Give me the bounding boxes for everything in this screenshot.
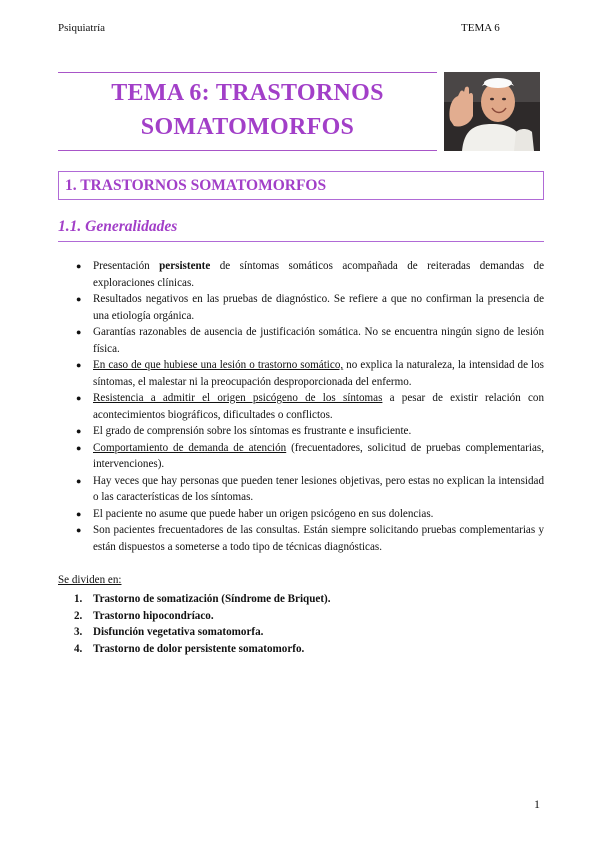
title-rule-top xyxy=(58,72,437,73)
item-text: de síntomas somáticos acompañada de reiteradas demandas de exploraciones clínicas. xyxy=(93,260,544,289)
item-text: Trastorno de dolor persistente somatomorfo. xyxy=(93,642,305,655)
section-heading-box xyxy=(58,171,544,200)
item-text: Resultados negativos en las pruebas de diagnóstico. Se refiere a que no confirman la presencia de una etiología orgánica. xyxy=(93,293,544,322)
list-item xyxy=(74,591,330,608)
item-number: 1. xyxy=(74,593,83,605)
item-text: Hay veces que hay personas que pueden tener lesiones objetivas, pero estas no explican la intensidad o las características de los síntomas. xyxy=(93,474,544,503)
bullet-icon: ● xyxy=(76,261,82,271)
page-number: 1 xyxy=(534,797,540,811)
bullet-icon: ● xyxy=(76,508,82,519)
list-item xyxy=(74,357,544,390)
header-subject: Psiquiatría xyxy=(58,22,106,34)
item-text: Presentación xyxy=(93,260,160,272)
list-item xyxy=(74,506,544,523)
item-text: (frecuentadores, solicitud de pruebas complementarias, intervenciones). xyxy=(93,441,545,470)
list-item xyxy=(74,291,544,324)
item-underlined-text: Resistencia a admitir el origen psicógeno de los síntomas xyxy=(93,392,383,404)
item-text: El paciente no asume que puede haber un origen psicógeno en sus dolencias. xyxy=(93,507,434,520)
list-item xyxy=(74,522,544,555)
item-text: Son pacientes frecuentadores de las consultas. Están siempre solicitando pruebas complementarias y están dispuestos a someterse a todo tipo de técnicas diagnósticas. xyxy=(93,524,544,553)
list-item xyxy=(74,608,330,625)
bullet-icon: ● xyxy=(76,360,82,370)
list-item xyxy=(74,624,330,641)
list-item xyxy=(74,258,544,291)
list-item xyxy=(74,641,330,658)
title-rule-bottom xyxy=(58,150,437,151)
subsection-heading: 1.1. Generalidades xyxy=(58,218,178,235)
item-text: El grado de comprensión sobre los síntomas es frustrante e insuficiente. xyxy=(93,425,412,437)
item-text: Trastorno hipocondríaco. xyxy=(93,609,214,622)
bullet-icon: ● xyxy=(76,393,82,403)
item-number: 4. xyxy=(74,642,83,655)
generalidades-list xyxy=(74,258,544,555)
bullet-icon: ● xyxy=(76,525,82,535)
item-text: Garantías razonables de ausencia de justificación somática. No se encuentra ningún signo de lesión física. xyxy=(93,326,544,355)
item-underlined-text: En caso de que hubiese una lesión o trastorno somático, xyxy=(93,359,344,371)
title-line-2: SOMATOMORFOS xyxy=(140,114,355,140)
photo-icon xyxy=(444,72,540,151)
types-list xyxy=(74,591,330,657)
list-item xyxy=(74,324,544,357)
item-number: 2. xyxy=(74,609,83,622)
item-text: a pesar de existir relación con acontecimientos biográficos, dificultades o conflictos. xyxy=(93,392,544,421)
item-text: no explica la naturaleza, la intensidad de los síntomas, el malestar ni la preocupación desproporcionada del enfermo. xyxy=(93,359,544,388)
item-number: 3. xyxy=(74,626,83,638)
item-text: Disfunción vegetativa somatomorfa. xyxy=(93,626,264,638)
divisions-label: Se dividen en: xyxy=(58,574,122,586)
bullet-icon: ● xyxy=(76,475,82,486)
item-text: Trastorno de somatización (Síndrome de Briquet). xyxy=(93,593,331,605)
title-line-1: TEMA 6: TRASTORNOS xyxy=(111,80,384,106)
bullet-icon: ● xyxy=(76,442,82,453)
subsection-rule xyxy=(58,241,544,242)
portrait-illustration xyxy=(444,72,540,151)
header-topic: TEMA 6 xyxy=(461,22,500,34)
item-underlined-text: Comportamiento de demanda de atención xyxy=(93,441,287,454)
section-heading: 1. TRASTORNOS SOMATOMORFOS xyxy=(65,177,327,194)
item-bold-text: persistente xyxy=(159,260,211,272)
list-item xyxy=(74,473,544,506)
bullet-icon: ● xyxy=(76,426,82,436)
page-title xyxy=(58,76,437,144)
bullet-icon: ● xyxy=(76,327,82,337)
list-item xyxy=(74,390,544,423)
list-item xyxy=(74,423,544,440)
bullet-icon: ● xyxy=(76,294,82,304)
list-item xyxy=(74,440,544,473)
